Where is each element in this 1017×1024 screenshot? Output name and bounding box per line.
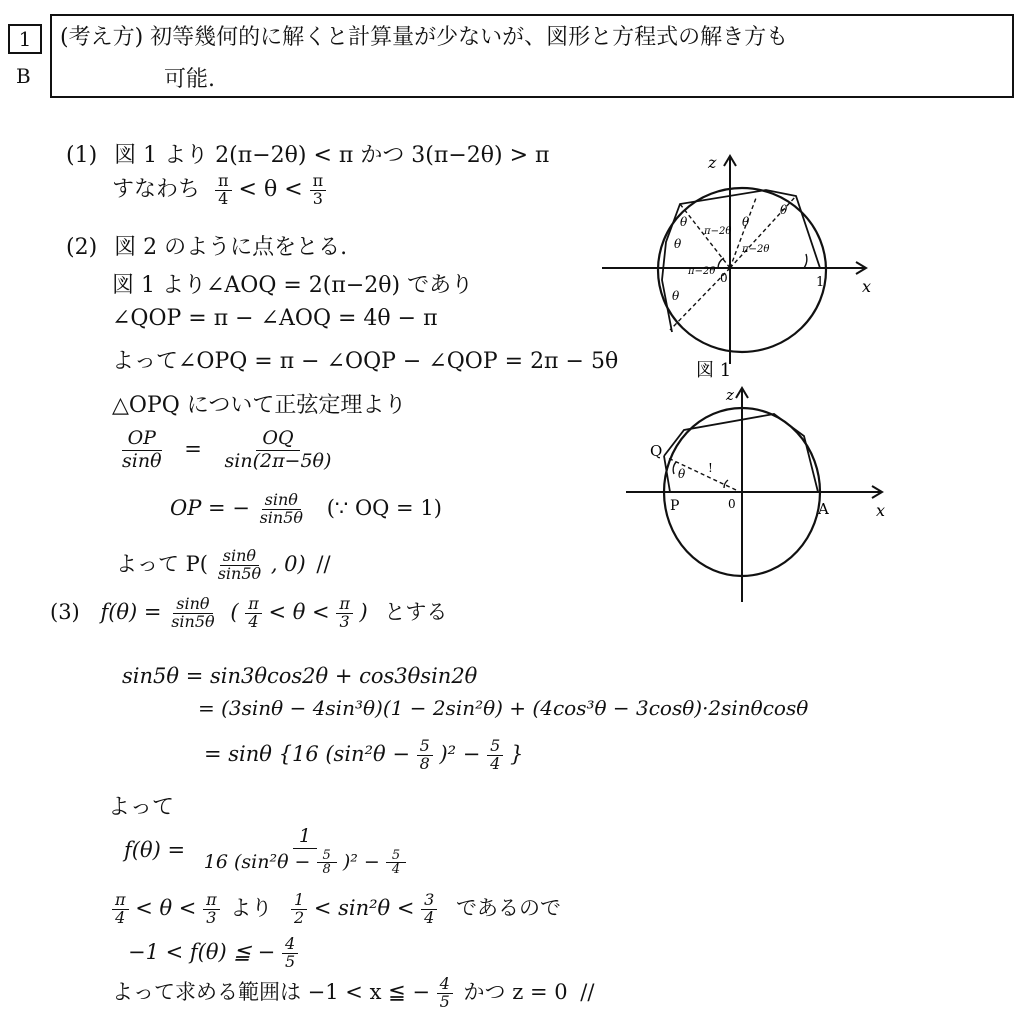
f-lhs: f(θ) =: [100, 600, 162, 624]
sin2-range-line: [112, 892, 561, 927]
paren: (: [230, 600, 239, 624]
equals: =: [184, 436, 202, 461]
f-range-line: [128, 936, 298, 971]
origin-label: 0: [720, 271, 728, 285]
f-simplified: [124, 826, 412, 877]
point-p-suffix: , 0): [270, 552, 306, 576]
problem-number: 1: [8, 24, 42, 54]
angle-label: π−2θ: [704, 226, 732, 237]
fraction: $\frac{\sin\theta}{\sin 5\theta}$: [217, 546, 262, 583]
angle-label: θ: [742, 215, 750, 229]
angle-label: π−2θ: [742, 244, 770, 255]
paren: ): [359, 600, 368, 624]
point-p-result: [116, 548, 331, 583]
op-lhs: OP = −: [170, 495, 250, 520]
part2-label: (2): [66, 235, 98, 260]
angle-arc: [724, 480, 728, 488]
point-one-label: 1: [816, 275, 825, 290]
fraction: $\frac{3}{4}$: [421, 892, 437, 927]
dashed-radius: [730, 198, 756, 268]
approach-note-line2: 可能.: [164, 67, 215, 92]
point-q-label: Q: [650, 442, 663, 460]
fraction: $\frac{1}{2}$: [291, 892, 307, 927]
axis-z-label: z: [708, 153, 717, 172]
axis-x-label: x: [862, 277, 872, 296]
fraction: $\frac{\pi}{3}$: [203, 892, 220, 927]
r2-prefix: −1 < f(θ) ≦ −: [128, 939, 276, 964]
sin5-expand-line3: [204, 738, 523, 773]
yotte-label: よって: [108, 795, 175, 820]
range-mid: < θ <: [135, 896, 197, 920]
part2-line1: [66, 230, 347, 261]
sin5-expand-line2: = (3sinθ − 4sin³θ)(1 − 2sin²θ) + (4cos³θ − 3cosθ)·2sinθcosθ: [198, 696, 809, 720]
final-answer-line: [112, 976, 594, 1011]
yori: より: [230, 896, 273, 920]
fraction: $\frac{4}{5}$: [282, 936, 298, 971]
part1-line2: [112, 172, 326, 207]
range-mid: < θ <: [268, 600, 330, 624]
r3-tail: かつ z = 0: [463, 980, 568, 1004]
fraction: $\frac{\pi}{4}$: [112, 892, 129, 927]
angle-label: θ: [674, 237, 682, 251]
mark-label: !: [708, 461, 713, 475]
s3-suffix: }: [509, 741, 524, 766]
angle-label: θ: [672, 289, 680, 303]
fraction: $\frac{\pi}{3}$: [310, 173, 327, 208]
point-p-prefix: よって P(: [116, 552, 208, 576]
part1-sunawachi: すなわち: [112, 177, 201, 202]
figure-2: [624, 384, 894, 606]
part1-condition: 図 1 より 2(π−2θ) < π かつ 3(π−2θ) > π: [114, 143, 550, 168]
point-p-label: P: [670, 498, 680, 514]
r1-tail: であるので: [456, 896, 562, 920]
angle-label: π−2θ: [688, 266, 716, 277]
fraction: $\frac{OP}{\sin\theta}$: [122, 427, 162, 472]
fraction: $\frac{\pi}{4}$: [245, 596, 262, 631]
angle-label: θ: [678, 467, 686, 481]
f-definition: [50, 596, 447, 631]
f2-denominator: 16 (sin²θ − $\frac{5}{8}$ )² − $\frac{5}{4}$: [198, 849, 412, 877]
fraction: 1 16 (sin²θ − $\frac{5}{8}$ )² − $\frac{5}{4}$: [198, 826, 412, 877]
part1-label: (1): [66, 143, 98, 168]
part1-line1: [66, 138, 550, 169]
part1-range-mid: < θ <: [238, 177, 303, 202]
origin-label: 0: [728, 497, 736, 511]
fraction: $\frac{\pi}{3}$: [336, 596, 353, 631]
figure-1: [596, 150, 896, 380]
f2-lhs: f(θ) =: [124, 838, 186, 863]
axis-x-label: x: [876, 501, 886, 520]
fraction: $\frac{5}{8}$: [417, 738, 433, 773]
fraction: $\frac{\pi}{4}$: [215, 173, 232, 208]
fraction: $\frac{\sin\theta}{\sin 5\theta}$: [171, 594, 215, 631]
s3-prefix: = sinθ {16 (sin²θ −: [204, 741, 410, 766]
end-mark: //: [316, 552, 331, 576]
fraction: $\frac{OQ}{\sin(2\pi-5\theta)}$: [224, 427, 332, 472]
fraction: $\frac{4}{5}$: [437, 976, 453, 1011]
part2-line5: △OPQ について正弦定理より: [112, 393, 407, 418]
op-equation: [170, 492, 442, 527]
angle-label: θ: [680, 215, 688, 229]
problem-sub-label: B: [16, 64, 31, 88]
s3-mid: )² −: [439, 741, 481, 766]
f-tail: とする: [384, 600, 448, 624]
approach-note-line1: (考え方) 初等幾何的に解くと計算量が少ないが、図形と方程式の解き方も: [60, 25, 789, 50]
part3-label: (3): [50, 600, 80, 624]
point-a-label: A: [818, 500, 829, 518]
op-note: (∵ OQ = 1): [326, 495, 442, 520]
end-mark: //: [580, 980, 595, 1004]
fraction: $\frac{\sin\theta}{\sin 5\theta}$: [259, 490, 304, 527]
part2-line4: よって∠OPQ = π − ∠OQP − ∠QOP = 2π − 5θ: [112, 349, 619, 374]
figure-1-caption: 図 1: [696, 360, 732, 381]
sin5-expand-line1: sin5θ = sin3θcos2θ + cos3θsin2θ: [122, 664, 478, 688]
axis-z-label: z: [726, 386, 734, 404]
angle-arc: [673, 462, 676, 474]
part2-text: 図 2 のように点をとる.: [114, 235, 348, 260]
angle-label: θ: [780, 203, 788, 217]
r3-prefix: よって求める範囲は −1 < x ≦ −: [112, 980, 430, 1004]
angle-arc: [804, 254, 807, 268]
sin2-mid: < sin²θ <: [313, 896, 415, 920]
fraction: $\frac{5}{4}$: [487, 738, 503, 773]
sine-rule-equation: [116, 428, 337, 473]
part2-line2: 図 1 より∠AOQ = 2(π−2θ) であり: [112, 273, 474, 298]
part2-line3: ∠QOP = π − ∠AOQ = 4θ − π: [112, 306, 438, 331]
